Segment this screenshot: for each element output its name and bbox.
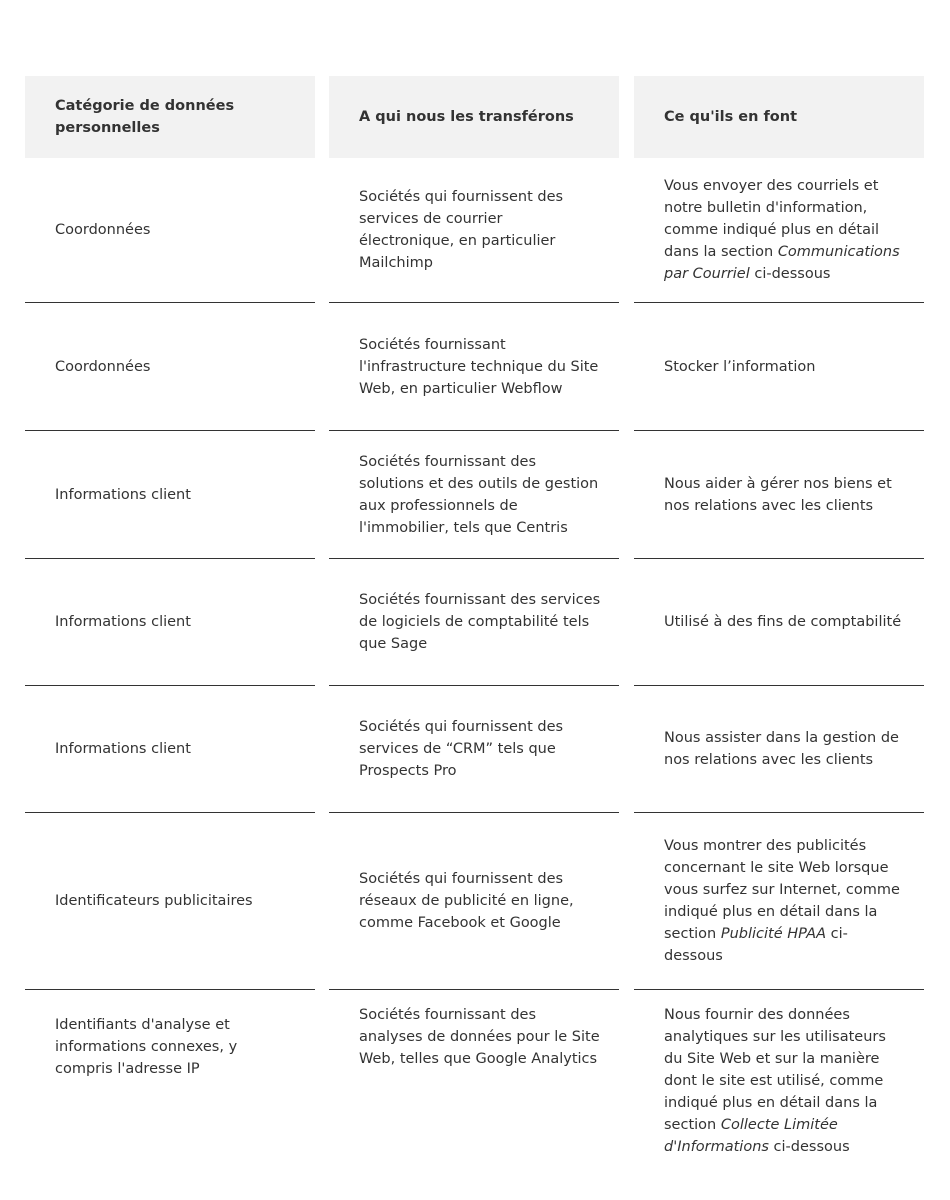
purpose-text-suffix: ci-dessous [768, 1139, 850, 1155]
table-cell-recipient [329, 158, 619, 303]
table-cell-category [25, 303, 315, 431]
table-cell-recipient [329, 303, 619, 431]
category-text: Informations client [55, 614, 191, 630]
recipient-text: Sociétés qui fournissent des services de courrier électronique, en particulier Mailchimp [359, 189, 564, 271]
recipient-text: Sociétés fournissant des solutions et des outils de gestion aux professionnels de l'immobilier, tels que Centris [359, 453, 599, 536]
recipient-text: Sociétés fournissant des services de logiciels de comptabilité tels que Sage [359, 592, 601, 652]
category-text: Coordonnées [55, 222, 151, 238]
table-cell-recipient [329, 559, 619, 686]
purpose-section-link: Collecte Limitée d'Informations [664, 1117, 838, 1155]
purpose-section-link: Publicité HPAA [720, 926, 827, 942]
category-text: Informations client [55, 741, 191, 757]
table-cell-purpose [634, 303, 924, 431]
table-cell-recipient [329, 813, 619, 990]
category-text: Identificateurs publicitaires [55, 893, 253, 909]
table-cell-category [25, 431, 315, 559]
recipient-text: Sociétés fournissant des analyses de données pour le Site Web, telles que Google Analytics [359, 1007, 600, 1067]
recipient-text: Sociétés qui fournissent des services de “CRM” tels que Prospects Pro [359, 719, 564, 779]
table-cell-category [25, 990, 315, 1190]
purpose-text [664, 356, 815, 378]
table-cell-category [25, 559, 315, 686]
purpose-text-main: Stocker l’information [664, 358, 816, 375]
purpose-section-link: Communications par Courriel [664, 244, 900, 282]
purpose-text [664, 473, 906, 517]
purpose-text-main: Vous montrer des publicités concernant le site Web lorsque vous surfez sur Internet, comme indiqué plus en détail dans la section [664, 838, 900, 942]
purpose-text-suffix: ci-dessous [749, 266, 831, 282]
table-cell-recipient [329, 990, 619, 1190]
table-cell-purpose [634, 559, 924, 686]
header-purpose-label: Ce qu'ils en font [664, 109, 798, 125]
table-cell-category [25, 813, 315, 990]
table-cell-recipient [329, 431, 619, 559]
purpose-text [664, 1004, 906, 1158]
purpose-text-main: Nous assister dans la gestion de nos relations avec les clients [664, 730, 899, 768]
purpose-text-main: Utilisé à des fins de comptabilité [664, 614, 902, 630]
purpose-text-suffix: ci-dessous [664, 926, 848, 964]
header-category-label: Catégorie de données personnelles [55, 98, 235, 136]
table-cell-purpose [634, 990, 924, 1190]
table-cell-purpose [634, 813, 924, 990]
purpose-text [664, 727, 906, 771]
table-cell-purpose [634, 158, 924, 303]
table-cell-category [25, 158, 315, 303]
table-cell-purpose [634, 686, 924, 813]
category-text: Coordonnées [55, 358, 151, 375]
purpose-text-main: Nous aider à gérer nos biens et nos relations avec les clients [664, 475, 892, 514]
recipient-text: Sociétés qui fournissent des réseaux de publicité en ligne, comme Facebook et Google [359, 871, 574, 931]
category-text: Identifiants d'analyse et informations connexes, y compris l'adresse IP [55, 1017, 238, 1077]
table-cell-recipient [329, 686, 619, 813]
purpose-text [664, 835, 906, 967]
table-cell-purpose [634, 431, 924, 559]
recipient-text: Sociétés fournissant l'infrastructure technique du Site Web, en particulier Webflow [359, 336, 599, 397]
purpose-text-main: Nous fournir des données analytiques sur les utilisateurs du Site Web et sur la manière dont le site est utilisé, comme indiqué plus en détail dans la section [664, 1007, 886, 1133]
purpose-text [664, 175, 906, 285]
category-text: Informations client [55, 486, 191, 503]
purpose-text-main: Vous envoyer des courriels et notre bulletin d'information, comme indiqué plus en détail dans la section [664, 178, 880, 260]
header-recipient [329, 76, 619, 158]
header-category [25, 76, 315, 158]
purpose-text [664, 611, 901, 633]
header-purpose [634, 76, 924, 158]
header-recipient-label: A qui nous les transférons [359, 109, 574, 125]
table-cell-category [25, 686, 315, 813]
